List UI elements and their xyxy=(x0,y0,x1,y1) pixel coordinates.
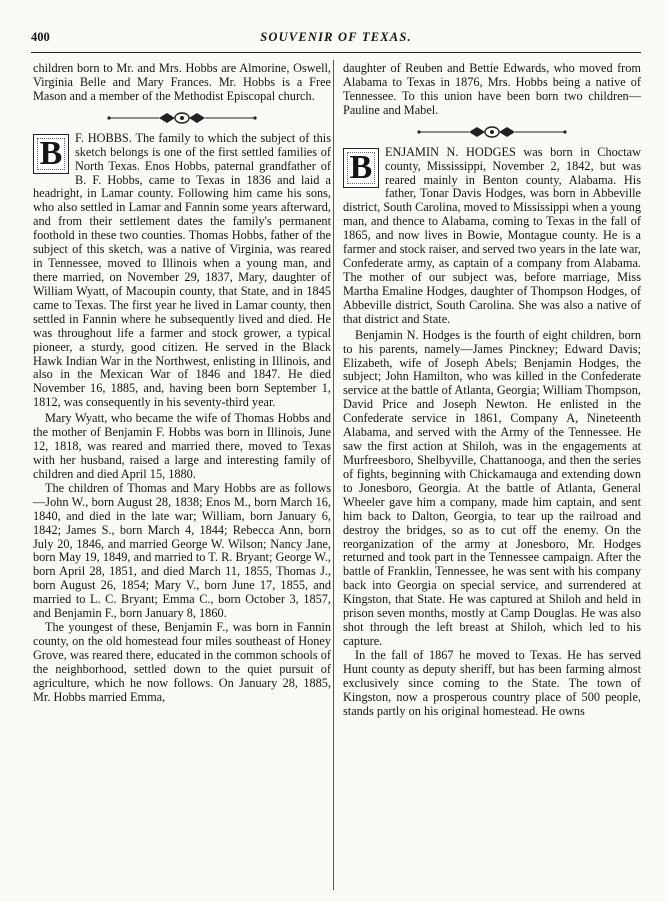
paragraph-continued: daughter of Reuben and Bettie Edwards, who moved from Alabama to Texas in 1876, Mrs. Hobbs being a native of Tennessee. To this union have been born two children—Pauline and Mabel. xyxy=(343,61,641,117)
biography-hodges xyxy=(343,146,641,327)
ornament-divider-icon xyxy=(417,125,567,139)
biography-hobbs xyxy=(33,132,331,410)
right-column xyxy=(343,62,641,718)
paragraph-hodges-2: Benjamin N. Hodges is the fourth of eight children, born to his parents, namely—James Pinckney; Edward Davis; Elizabeth, wife of Joseph Abels; Benjamin Hodges, the subject; John Hamilton, who was killed in the Confederate service at the battle of Atlanta, Georgia; William Thompson, David Price and Joseph Newton. He enlisted in the Confederate service in 1861, Company A, Nineteenth Alabama, and served with the Army of the Tennessee. He saw the first action at Shiloh, was in the engagements at Murfreesboro, Shelbyville, Chattanooga, and then the series of fights, beginning with Chickamauga and extending down to Jonesboro, Georgia. At the battle of Atlanta, General Wheeler gave him a company, made him captain, and sent him back to Dalton, Georgia, to tear up the railroad and destroy the bridges, so as to cut off the enemy. On the reorganization of the army at Jonesboro, Mr. Hodges returned and took part in the Tennessee campaign. After the battle of Franklin, Tennessee, he was sent with his company back into Georgia on special service, and surrendered at Kingston, that State. He was captured at Shiloh and held in prison seven months, mostly at Camp Douglas. He was also shot through the left breast at Shiloh, which led to his capture. xyxy=(343,327,641,648)
ornament-divider-icon xyxy=(107,111,257,125)
paragraph-hobbs-3: The children of Thomas and Mary Hobbs are as follows—John W., born August 28, 1838; Enos M., born March 16, 1840, and died in the late war; William, born January 6, 1842; James S., born March 4, 1844; Rebecca Ann, born July 20, 1846, and married George W. Wilson; Nancy Jane, born May 19, 1849, and married to T. R. Bryant; George W., born April 28, 1851, and died March 11, 1855, Thomas J., born August 26, 1854; Mary V., born June 17, 1855, and married to L. C. Bryant; Emma C., born October 3, 1857, and Benjamin F., born January 8, 1860. xyxy=(33,480,331,621)
paragraph-intro: children born to Mr. and Mrs. Hobbs are Almorine, Oswell, Virginia Belle and Mary Frances. Mr. Hobbs is a Free Mason and a member of the Methodist Episcopal church. xyxy=(33,61,331,103)
paragraph-hobbs-1: F. HOBBS. The family to which the subject of this sketch belongs is one of the first settled families of North Texas. Enos Hobbs, paternal grandfather of B. F. Hobbs, came to Texas in 1836 and laid a headright, in Lamar county. Following him came his sons, who also settled in Lamar and Fannin some years afterward, and from their settlement dates the family's permanent foothold in these two counties. Thomas Hobbs, father of the subject of this sketch, was a native of Virginia, was reared in Tennessee, moved to Illinois when a young man, and there married, on November 29, 1837, Mary, daughter of William Wyatt, of Macoupin county, that State, and in 1845 came to Texas. The first year he lived in Lamar county, then settled in Fannin where he subsequently lived and died. He was throughout life a farmer and stock grower, a typical pioneer, a sturdy, good citizen. He served in the Black Hawk Indian War in the Northwest, enlisting in Illinois, and also in the Mexican War of 1846 and 1847. He died November 16, 1885, and, having been born September 1, 1812, was consequently in his seventy-third year. xyxy=(33,130,331,410)
paragraph-hodges-1: ENJAMIN N. HODGES was born in Choctaw county, Mississippi, November 2, 1842, but was reared mainly in Benton county, Alabama. His father, Tonar Davis Hodges, was born in Abbeville district, South Carolina, moved to Mississippi when a young man, and thence to Alabama, coming to Texas in the fall of 1865, and now lives in Bowie, Montague county. He is a farmer and stock raiser, and served two years in the late war, Confederate army, as captain of a company from Alabama. The mother of our subject was, before marriage, Miss Martha Emaline Hodges, daughter of Thompson Hodges, of Abbeville district, South Carolina. She was also a native of that district and State. xyxy=(343,144,641,326)
dropcap-b: B xyxy=(33,134,69,174)
page-number: 400 xyxy=(31,30,50,44)
paragraph-hodges-3: In the fall of 1867 he moved to Texas. He has served Hunt county as deputy sheriff, but has been farming almost exclusively since coming to the State. The town of Kingston, now a prosperous country place of 500 people, stands partly on his original homestead. He owns xyxy=(343,647,641,718)
paragraph-hobbs-2: Mary Wyatt, who became the wife of Thomas Hobbs and the mother of Benjamin F. Hobbs was born in Illinois, June 12, 1818, was reared and married there, moved to Texas with her husband, raised a large and interesting family of children and died April 15, 1880. xyxy=(33,411,331,481)
left-column xyxy=(33,62,331,705)
page-header xyxy=(31,30,641,48)
paragraph-hobbs-4: The youngest of these, Benjamin F., was born in Fannin county, on the old homestead four miles southeast of Honey Grove, was reared there, educated in the common schools of the neighborhood, settled down to the quiet pursuit of agriculture, which he now follows. On January 28, 1885, Mr. Hobbs married Emma, xyxy=(33,620,331,704)
dropcap-b: B xyxy=(343,148,379,188)
running-title: SOUVENIR OF TEXAS. xyxy=(260,30,412,44)
header-rule xyxy=(31,52,641,53)
column-divider xyxy=(333,60,334,890)
